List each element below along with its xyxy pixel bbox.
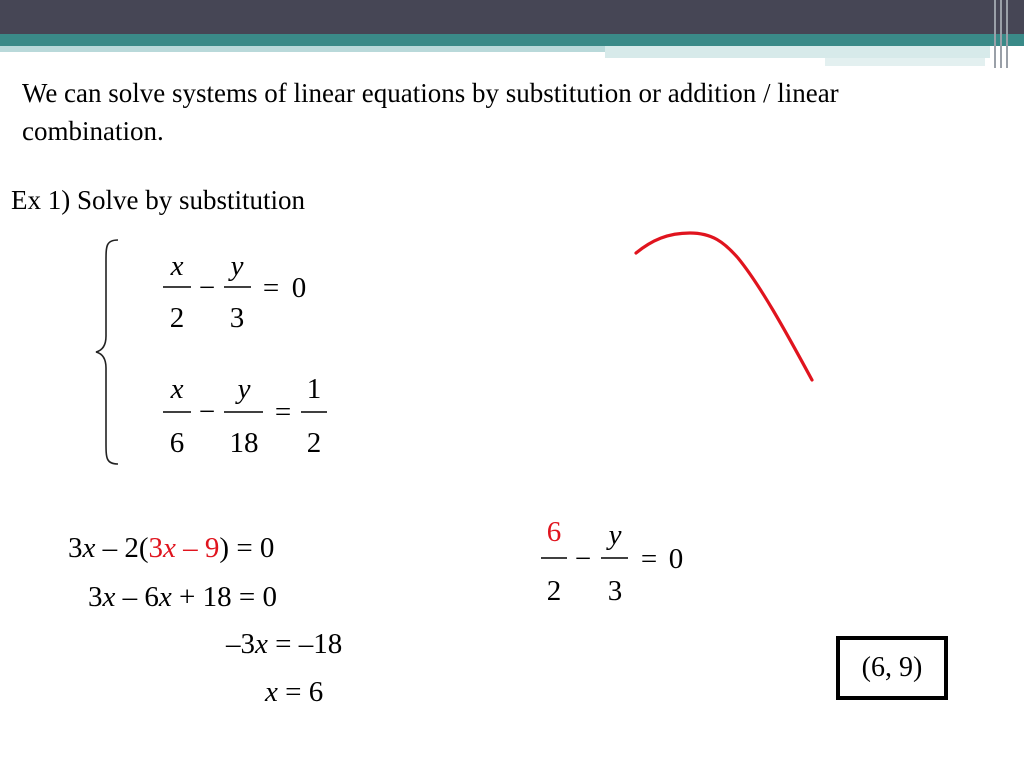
eq2-minus: − bbox=[198, 396, 216, 428]
header-stripe bbox=[605, 46, 990, 58]
eq1-minus: − bbox=[198, 272, 216, 304]
work-line-3: –3x = –18 bbox=[226, 628, 343, 660]
eq2-x-denominator: 6 bbox=[169, 427, 185, 459]
back-sub-y: y bbox=[608, 519, 622, 551]
work-line-1: 3x – 2(3x – 9) = 0 bbox=[68, 532, 275, 564]
intro-text: We can solve systems of linear equations by substitution or addition / linear combination. bbox=[22, 78, 839, 146]
work-line-2: 3x – 6x + 18 = 0 bbox=[88, 581, 277, 613]
eq1-y-denominator: 3 bbox=[229, 302, 245, 334]
eq1-x-numerator: x bbox=[170, 250, 184, 282]
eq1-y-numerator: y bbox=[230, 250, 244, 282]
eq2-y-denominator: 18 bbox=[229, 427, 259, 459]
eq1-x-denominator: 2 bbox=[169, 302, 185, 334]
back-sub-six: 6 bbox=[546, 516, 562, 548]
left-brace bbox=[96, 240, 118, 464]
header-stripe bbox=[825, 58, 985, 66]
header-teal-band bbox=[0, 34, 1024, 46]
back-sub-three: 3 bbox=[607, 575, 623, 607]
back-sub-minus: − bbox=[574, 543, 592, 575]
answer-box bbox=[836, 636, 948, 700]
red-parabola-sketch bbox=[636, 233, 812, 380]
eq2-rhs-denominator: 2 bbox=[306, 427, 322, 459]
eq2-x-numerator: x bbox=[170, 373, 184, 405]
answer-text: (6, 9) bbox=[861, 652, 923, 683]
eq2-y-numerator: y bbox=[237, 373, 251, 405]
work-line-4: x = 6 bbox=[265, 676, 324, 708]
header-vertical-lines bbox=[994, 0, 1012, 68]
back-sub-equals: = bbox=[640, 543, 658, 575]
eq1-equals: = bbox=[262, 272, 280, 304]
back-sub-zero: 0 bbox=[668, 543, 684, 575]
header-bar bbox=[0, 0, 1024, 34]
eq2-rhs-numerator: 1 bbox=[306, 373, 322, 405]
example-title: Ex 1) Solve by substitution bbox=[11, 185, 306, 215]
back-sub-two: 2 bbox=[546, 575, 562, 607]
eq2-equals: = bbox=[274, 396, 292, 428]
eq1-rhs: 0 bbox=[291, 272, 307, 304]
